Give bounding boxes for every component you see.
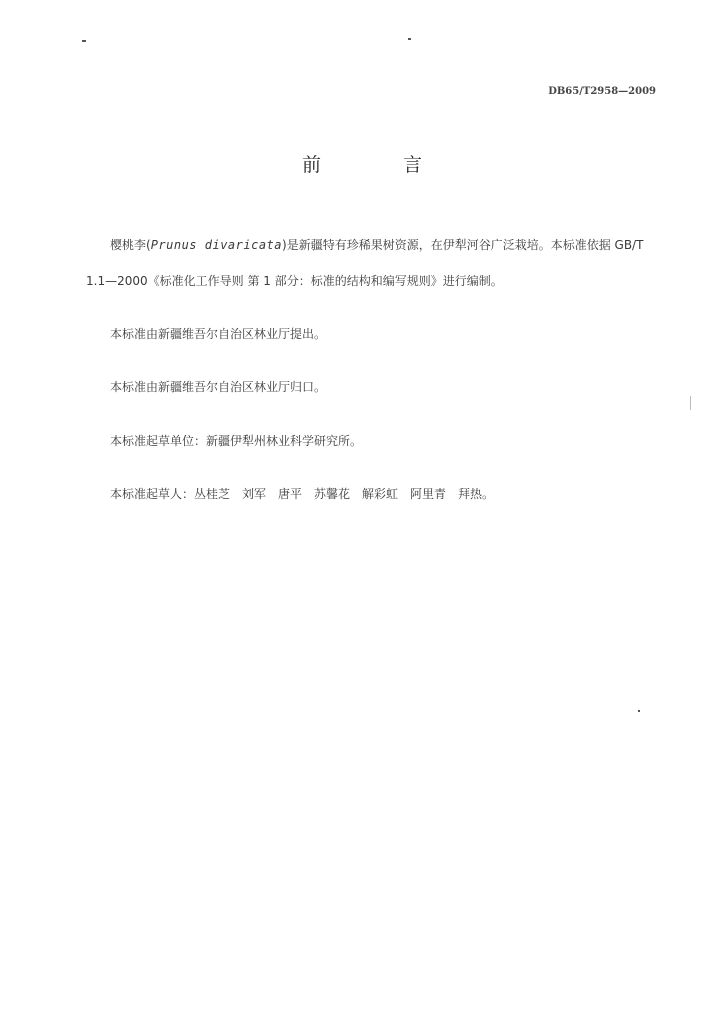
scan-speck <box>82 40 86 42</box>
paragraph-intro-line2: 1.1—2000《标准化工作导则 第 1 部分：标准的结构和编写规则》进行编制。 <box>86 274 503 288</box>
paragraph-drafting-unit: 本标准起草单位：新疆伊犁州林业科学研究所。 <box>110 434 363 448</box>
page-title: 前 言 <box>301 154 461 176</box>
paragraph-intro-line1 <box>86 236 690 253</box>
paragraph-drafters: 本标准起草人：丛桂芝 刘军 唐平 苏馨花 解彩虹 阿里青 拜热。 <box>110 487 495 501</box>
scan-speck <box>408 38 411 40</box>
scan-speck <box>690 396 691 410</box>
latin-name: Prunus divaricata <box>150 238 283 252</box>
paragraph-managed-by: 本标准由新疆维吾尔自治区林业厅归口。 <box>110 380 327 394</box>
intro-text-start: 樱桃李( <box>110 238 151 252</box>
scan-speck <box>638 710 640 712</box>
paragraph-proposed-by: 本标准由新疆维吾尔自治区林业厅提出。 <box>110 327 327 341</box>
document-code: DB65/T2958—2009 <box>548 86 656 97</box>
intro-text-end: )是新疆特有珍稀果树资源，在伊犁河谷广泛栽培。本标准依据 GB/T <box>282 238 644 252</box>
